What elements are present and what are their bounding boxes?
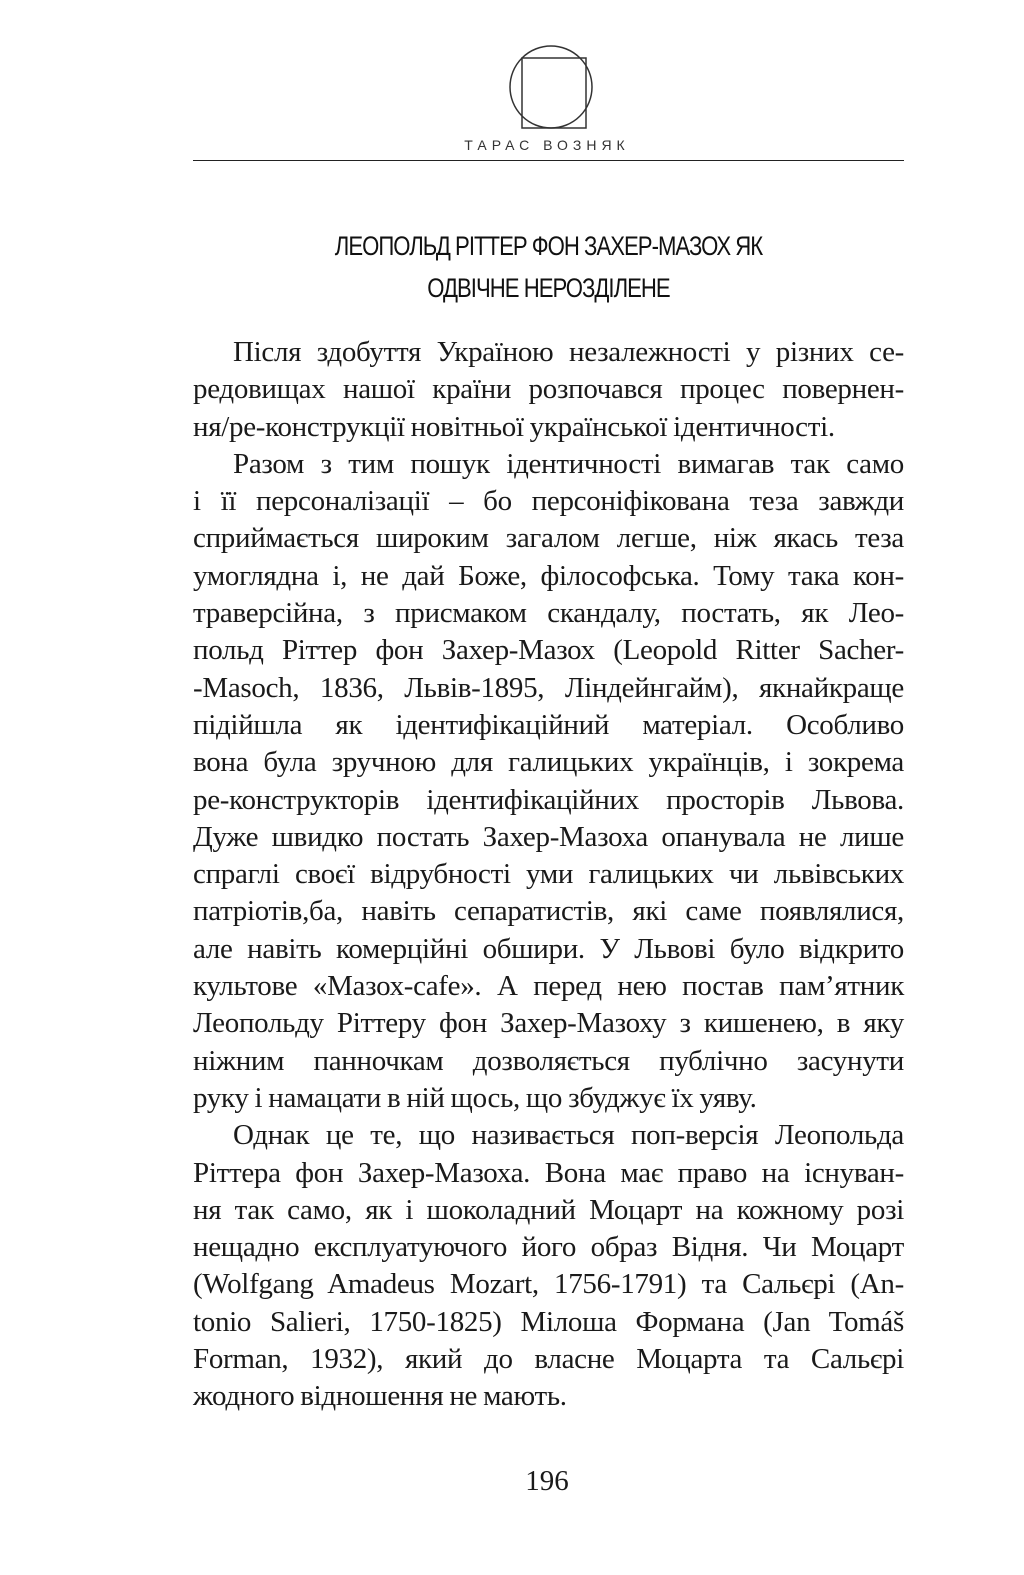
text-line: ня/ре-конструкції новітньої української ідентичності.	[193, 410, 835, 443]
header-rule	[193, 160, 904, 161]
text-line: нещадно експлуатуючого його образ Відня. Чи Моцарт	[193, 1231, 904, 1264]
text-line: Разом з тим пошук ідентичності вимагав так само	[233, 447, 904, 480]
text-line: руку і намацати в ній щось, що збуджує їх уяву.	[193, 1081, 757, 1114]
running-head: ТАРАС ВОЗНЯК	[464, 137, 630, 153]
text-line: умоглядна і, не дай Боже, філософська. Тому така кон-	[193, 559, 904, 592]
text-line: ніжним панночкам дозволяється публічно засунути	[193, 1044, 904, 1077]
text-line: патріотів,ба, навіть сепаратистів, які саме появлялися,	[193, 895, 904, 928]
paragraph	[193, 446, 904, 1117]
page-number: 196	[525, 1465, 569, 1497]
text-line: вона була зручною для галицьких українців, і зокрема	[193, 746, 904, 779]
paragraph	[193, 1117, 904, 1415]
text-line: сприймається широким загалом легше, ніж якась теза	[193, 522, 904, 555]
text-line: польд Ріттер фон Захер-Мазох (Leopold Ritter Sacher-	[193, 634, 904, 667]
text-line: ре-конструкторів ідентифікаційних просторів Львова.	[193, 783, 904, 816]
text-line: tonio Salieri, 1750-1825) Мілоша Формана (Jan Tomáš	[193, 1305, 904, 1338]
paragraph	[193, 334, 904, 446]
text-line: Однак це те, що називається поп-версія Леопольда	[233, 1119, 904, 1152]
text-line: жодного відношення не мають.	[193, 1380, 567, 1413]
chapter-title-line: ЛЕОПОЛЬД РІТТЕР ФОН ЗАХЕР-МАЗОХ ЯК	[334, 231, 763, 261]
text-line: редовищах нашої країни розпочався процес повернен-	[193, 373, 904, 406]
text-line: і її персоналізації – бо персоніфікована теза завжди	[193, 485, 904, 518]
text-line: підійшла як ідентифікаційний матеріал. Особливо	[193, 708, 904, 741]
chapter-title	[257, 225, 840, 309]
circle-square-emblem-icon	[508, 44, 594, 130]
text-line: Леопольду Ріттеру фон Захер-Мазоху з кишенею, в яку	[193, 1007, 904, 1040]
text-line: Після здобуття Україною незалежності у різних се-	[233, 336, 904, 368]
text-line: ня так само, як і шоколадний Моцарт на кожному розі	[193, 1193, 904, 1226]
text-line: спраглі своєї відрубності уми галицьких чи львівських	[193, 858, 904, 891]
text-line: -Masoch, 1836, Львів-1895, Ліндейнгайм), якнайкраще	[193, 671, 904, 704]
body-text	[193, 334, 904, 1416]
text-line: але навіть комерційні обшири. У Львові було відкрито	[193, 932, 904, 965]
text-line: Ріттера фон Захер-Мазоха. Вона має право на існуван-	[193, 1156, 904, 1189]
text-line: Дуже швидко постать Захер-Мазоха опанувала не лише	[193, 820, 904, 853]
text-line: культове «Мазох-cafe». А перед нею постав пам’ятник	[193, 970, 904, 1003]
text-line: Forman, 1932), який до власне Моцарта та Сальєрі	[193, 1343, 904, 1376]
text-line: (Wolfgang Amadeus Mozart, 1756-1791) та Сальєрі (An-	[193, 1268, 904, 1301]
text-line: траверсійна, з присмаком скандалу, постать, як Лео-	[193, 597, 904, 630]
chapter-title-line: ОДВІЧНЕ НЕРОЗДІЛЕНЕ	[427, 273, 670, 303]
